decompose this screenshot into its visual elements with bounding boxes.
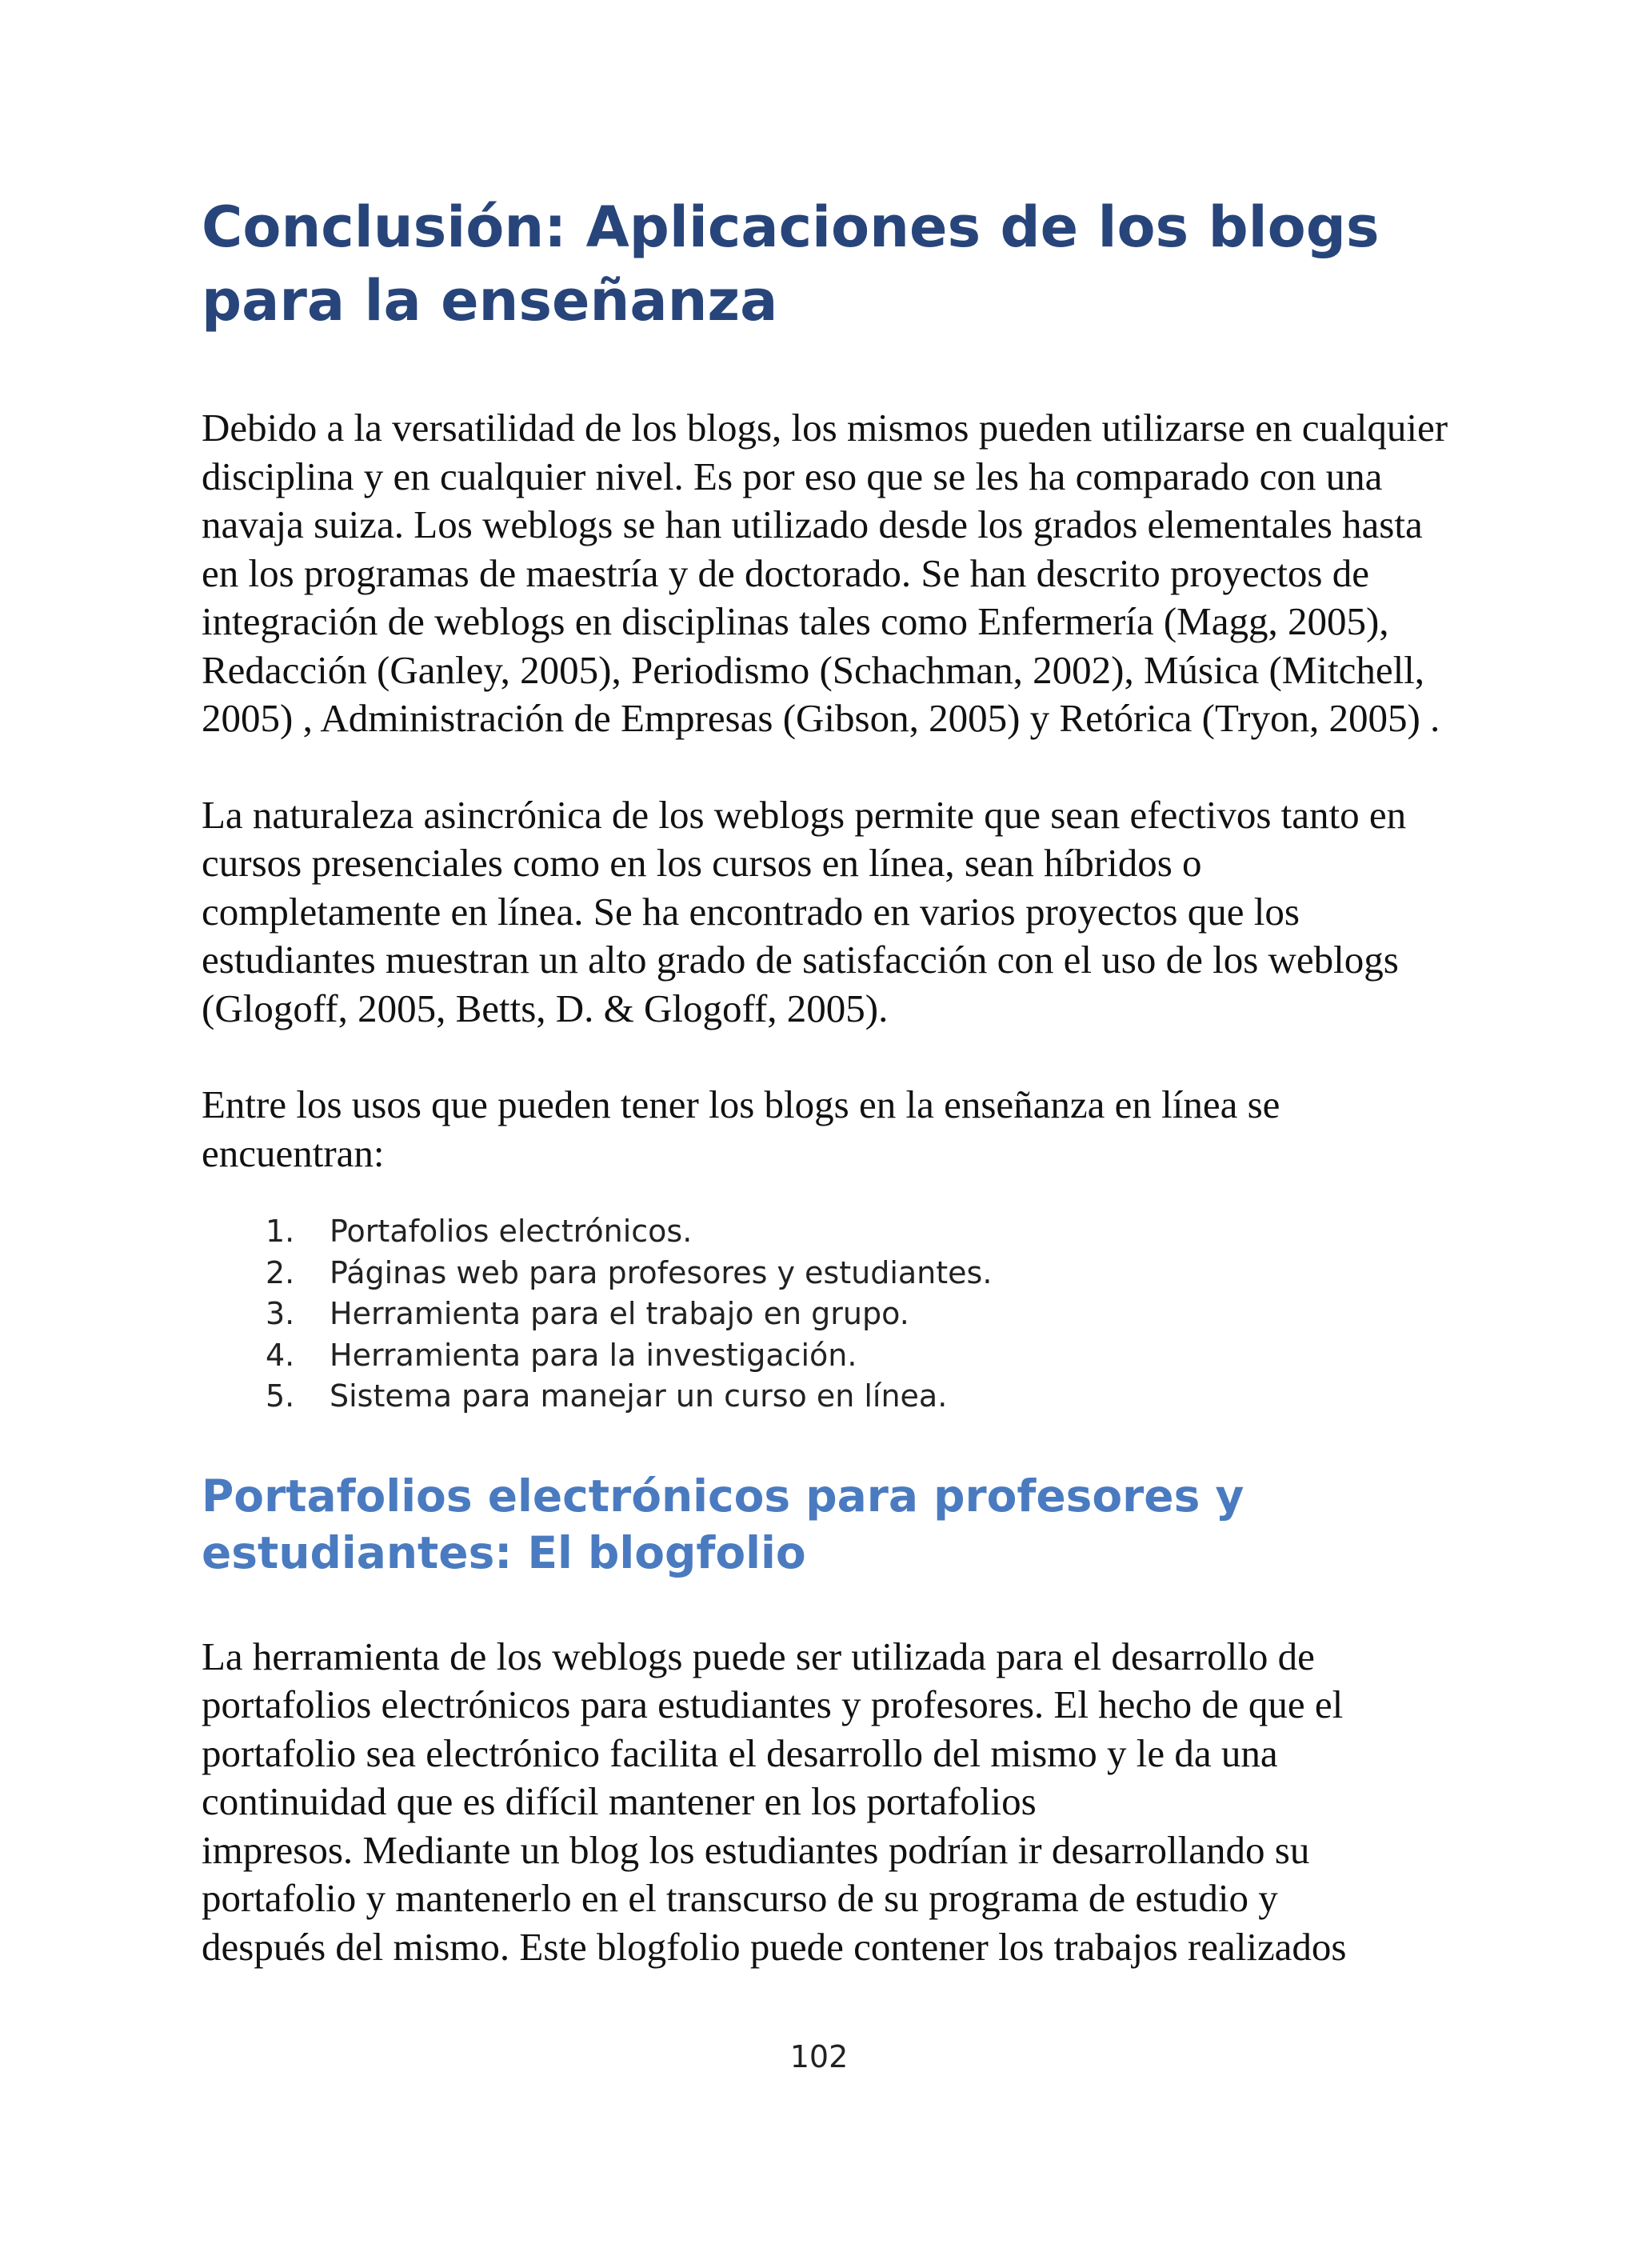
list-item <box>202 1335 1449 1377</box>
list-item-text: Portafolios electrónicos. <box>330 1214 693 1249</box>
subsection-heading: Portafolios electrónicos para profesores y estudiantes: El blogfolio <box>202 1470 1244 1578</box>
page-content <box>202 190 1449 1971</box>
list-item <box>202 1253 1449 1294</box>
list-item-text: Páginas web para profesores y estudiantes. <box>330 1254 993 1290</box>
list-item-number: 5. <box>266 1378 295 1414</box>
paragraph-2: La naturaleza asincrónica de los weblogs permite que sean efectivos tanto en cursos presenciales como en los cursos en línea, sean híbridos o completamente en línea. Se ha encontrado en varios proyectos que los estudiantes muestran un alto grado de satisfacción con el uso de los weblogs (Glogoff, 2005, Betts, D. & Glogoff, 2005). <box>202 792 1407 1030</box>
page-number: 102 <box>789 2039 849 2074</box>
paragraph-line: portafolio y mantenerlo en el transcurso de su programa de estudio y <box>202 1876 1278 1920</box>
paragraph-line: continuidad que es difícil mantener en los portafolios <box>202 1779 1037 1823</box>
list-item <box>202 1294 1449 1335</box>
list-item-text: Sistema para manejar un curso en línea. <box>330 1378 948 1414</box>
list-item-number: 3. <box>266 1296 295 1331</box>
paragraph-line: La herramienta de los weblogs puede ser utilizada para el desarrollo de <box>202 1634 1315 1678</box>
list-item-number: 1. <box>266 1214 295 1249</box>
paragraph-line: después del mismo. Este blogfolio puede contener los trabajos realizados <box>202 1924 1347 1969</box>
section-heading: Conclusión: Aplicaciones de los blogs para la enseñanza <box>202 194 1380 334</box>
paragraph-line: portafolio sea electrónico facilita el desarrollo del mismo y le da una <box>202 1730 1278 1775</box>
list-item <box>202 1211 1449 1253</box>
paragraph-line: impresos. Mediante un blog los estudiantes podrían ir desarrollando su <box>202 1827 1310 1872</box>
paragraph-line: portafolios electrónicos para estudiantes y profesores. El hecho de que el <box>202 1682 1344 1726</box>
subsection-paragraph <box>202 1633 1449 1972</box>
list-item-number: 4. <box>266 1337 295 1373</box>
paragraph-3: Entre los usos que pueden tener los blogs en la enseñanza en línea se encuentran: <box>202 1082 1280 1175</box>
uses-list <box>202 1211 1449 1418</box>
list-item-number: 2. <box>266 1254 295 1290</box>
list-item-text: Herramienta para el trabajo en grupo. <box>330 1296 909 1331</box>
list-item-text: Herramienta para la investigación. <box>330 1337 857 1373</box>
paragraph-1: Debido a la versatilidad de los blogs, los mismos pueden utilizarse en cualquier disciplina y en cualquier nivel. Es por eso que se les ha comparado con una navaja suiza. Los weblogs se han utilizado desde los grados elementales hasta en los programas de maestría y de doctorado. Se han descrito proyectos de integración de weblogs en disciplinas tales como Enfermería (Magg, 2005), Redacción (Ganley, 2005), Periodismo (Schachman, 2002), Música (Mitchell, 2005) , Administración de Empresas (Gibson, 2005) y Retórica (Tryon, 2005) . <box>202 406 1448 740</box>
list-item <box>202 1376 1449 1418</box>
